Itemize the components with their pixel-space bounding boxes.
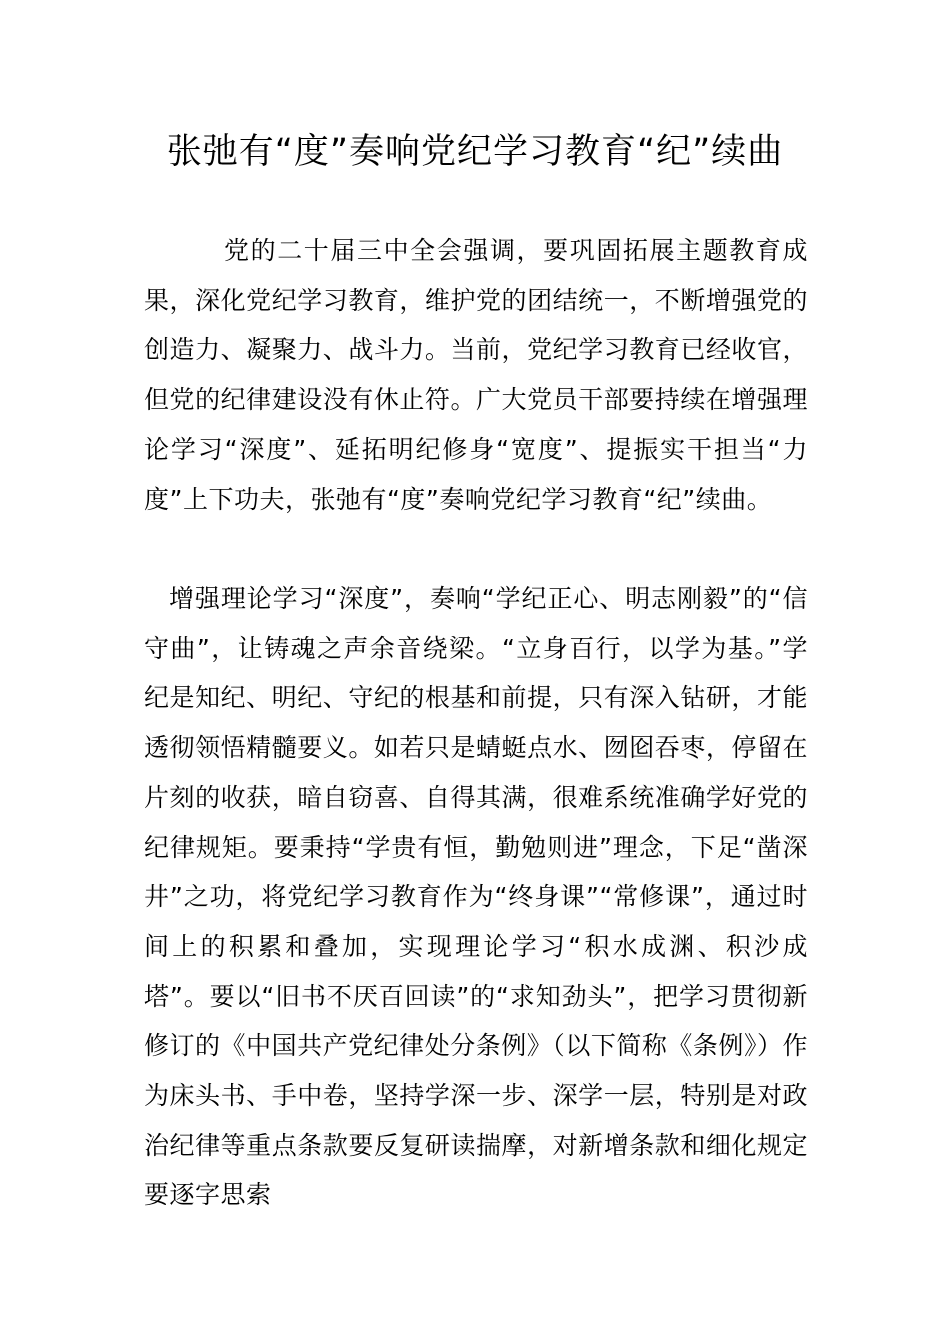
- paragraph-intro: 党的二十届三中全会强调，要巩固拓展主题教育成果，深化党纪学习教育，维护党的团结统一，不断增强党的创造力、凝聚力、战斗力。当前，党纪学习教育已经收官，但党的纪律建设没有休止符。广大党员干部要持续在增强理论学习“深度”、延拓明纪修身“宽度”、提振实干担当“力度”上下功夫，张弛有“度”奏响党纪学习教育“纪”续曲。: [144, 236, 808, 514]
- paragraph-theory-depth: 增强理论学习“深度”，奏响“学纪正心、明志刚毅”的“信守曲”，让铸魂之声余音绕梁。“立身百行，以学为基。”学纪是知纪、明纪、守纪的根基和前提，只有深入钻研，才能透彻领悟精髓要义。如若只是蜻蜓点水、囫囵吞枣，停留在片刻的收获，暗自窃喜、自得其满，很难系统准确学好党的纪律规矩。要秉持“学贵有恒，勤勉则进”理念，下足“凿深井”之功，将党纪学习教育作为“终身课”“常修课”，通过时间上的积累和叠加，实现理论学习“积水成渊、积沙成塔”。要以“旧书不厌百回读”的“求知劲头”，把学习贯彻新修订的《中国共产党纪律处分条例》（以下简称《条例》）作为床头书、手中卷，坚持学深一步、深学一层，特别是对政治纪律等重点条款要反复研读揣摩，对新增条款和细化规定要逐字思索: [144, 584, 808, 1210]
- document-title: 张弛有“度”奏响党纪学习教育“纪”续曲: [166, 132, 784, 172]
